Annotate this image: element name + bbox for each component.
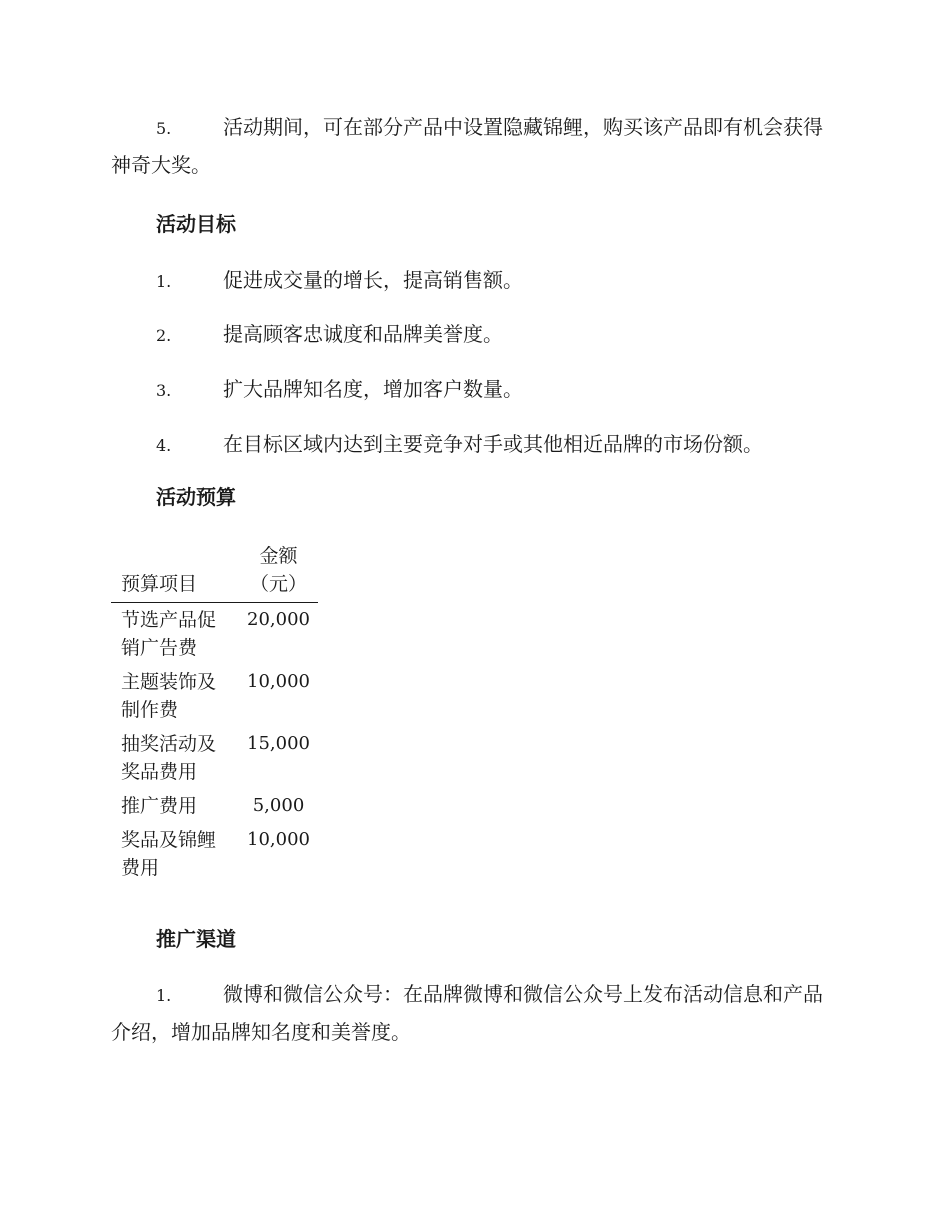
list-number: 1.	[156, 986, 172, 1005]
budget-amount-cell: 10,000	[247, 671, 310, 692]
table-row	[111, 823, 318, 885]
table-row	[111, 789, 318, 823]
goal-item-4	[111, 426, 835, 464]
budget-item-cell: 推广费用	[121, 795, 198, 817]
table-row	[111, 727, 318, 789]
goal-item-2	[111, 316, 835, 354]
goal-item-3	[111, 371, 835, 409]
goal-text: 在目标区域内达到主要竞争对手或其他相近品牌的市场份额。	[223, 432, 763, 456]
section-heading-budget: 活动预算	[156, 485, 236, 509]
paragraph-item-5	[111, 109, 835, 183]
budget-amount-cell: 15,000	[247, 733, 310, 754]
goal-text: 扩大品牌知名度，增加客户数量。	[223, 377, 523, 401]
list-number: 3.	[156, 381, 172, 400]
budget-amount-cell: 5,000	[252, 795, 305, 816]
goal-text: 促进成交量的增长，提高销售额。	[223, 268, 523, 292]
budget-item-cell: 奖品及锦鲤费用	[121, 829, 217, 879]
table-row	[111, 665, 318, 727]
header-amount: 金额（元）	[239, 540, 318, 603]
header-item: 预算项目	[111, 540, 239, 603]
section-heading-goals: 活动目标	[156, 212, 236, 236]
budget-amount-cell: 10,000	[247, 829, 310, 850]
budget-item-cell: 主题装饰及制作费	[121, 671, 217, 721]
budget-item-cell: 节选产品促销广告费	[121, 609, 217, 659]
budget-amount-cell: 20,000	[247, 609, 310, 630]
goal-text: 提高顾客忠诚度和品牌美誉度。	[223, 322, 503, 346]
list-number: 2.	[156, 326, 172, 345]
list-number: 1.	[156, 272, 172, 291]
section-heading-channels: 推广渠道	[156, 927, 236, 951]
list-number: 5.	[156, 119, 172, 138]
budget-table	[111, 540, 318, 885]
goal-item-1	[111, 262, 835, 300]
budget-item-cell: 抽奖活动及奖品费用	[121, 733, 217, 783]
channel-item-1	[111, 976, 835, 1050]
table-row	[111, 603, 318, 666]
paragraph-text: 活动期间，可在部分产品中设置隐藏锦鲤，购买该产品即有机会获得神奇大奖。	[111, 115, 823, 177]
list-number: 4.	[156, 436, 172, 455]
table-header-row	[111, 540, 318, 603]
channel-text: 微博和微信公众号：在品牌微博和微信公众号上发布活动信息和产品介绍，增加品牌知名度和美誉度。	[111, 982, 823, 1044]
